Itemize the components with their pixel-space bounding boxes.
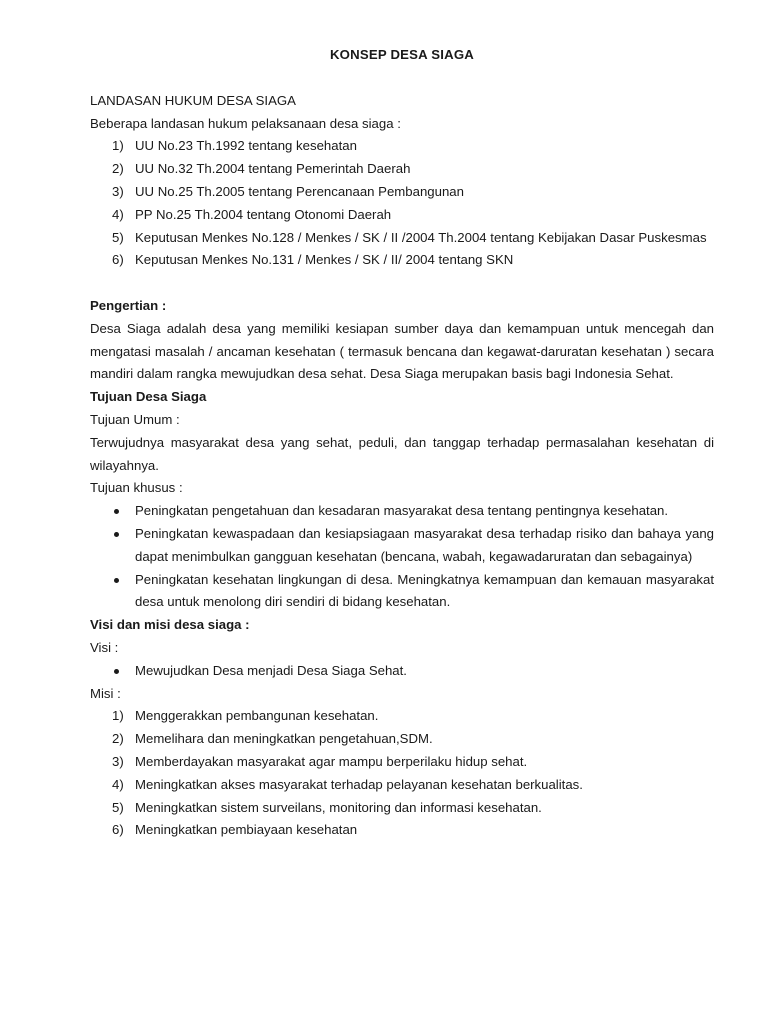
- misi-list: [90, 705, 714, 842]
- document-title: KONSEP DESA SIAGA: [329, 47, 475, 62]
- list-item: 3) UU No.25 Th.2005 tentang Perencanaan Pembangunan: [112, 183, 464, 199]
- list-item: 6) Meningkatkan pembiayaan kesehatan: [112, 822, 358, 838]
- bullet-icon: [114, 509, 119, 514]
- landasan-intro: Beberapa landasan hukum pelaksanaan desa siaga :: [90, 115, 401, 131]
- list-item: Mewujudkan Desa menjadi Desa Siaga Sehat.: [90, 660, 714, 683]
- list-item: Peningkatan pengetahuan dan kesadaran masyarakat desa tentang pentingnya kesehatan.: [90, 500, 714, 523]
- list-item: 4) PP No.25 Th.2004 tentang Otonomi Daerah: [112, 206, 392, 222]
- list-item: 6) Keputusan Menkes No.131 / Menkes / SK / II/ 2004 tentang SKN: [112, 252, 514, 268]
- list-item: Peningkatan kewaspadaan dan kesiapsiagaan masyarakat desa terhadap risiko dan bahaya yang dapat menimbulkan gangguan kesehatan (bencana, wabah, kegawadaruratan dan sebagainya): [90, 523, 714, 569]
- landasan-heading: LANDASAN HUKUM DESA SIAGA: [90, 92, 296, 108]
- list-item: 3) Memberdayakan masyarakat agar mampu berperilaku hidup sehat.: [112, 753, 528, 769]
- visimisi-heading: Visi dan misi desa siaga :: [90, 617, 250, 633]
- list-item: 5) Keputusan Menkes No.128 / Menkes / SK / II /2004 Th.2004 tentang Kebijakan Dasar Puskesmas: [112, 229, 707, 245]
- list-item: 5) Meningkatkan sistem surveilans, monitoring dan informasi kesehatan.: [112, 799, 542, 815]
- tujuan-heading: Tujuan Desa Siaga: [90, 389, 207, 405]
- list-item: 1) Menggerakkan pembangunan kesehatan.: [112, 708, 379, 724]
- list-item: 2) UU No.32 Th.2004 tentang Pemerintah Daerah: [112, 161, 411, 177]
- document-body: [90, 44, 714, 842]
- pengertian-heading: Pengertian :: [90, 297, 167, 313]
- visi-list: [90, 660, 714, 683]
- tujuan-khusus-label: Tujuan khusus :: [90, 480, 183, 496]
- tujuan-umum-text: Terwujudnya masyarakat desa yang sehat, peduli, dan tanggap terhadap permasalahan kesehatan di wilayahnya.: [90, 434, 714, 473]
- visi-label: Visi :: [90, 639, 119, 655]
- misi-label: Misi :: [90, 685, 121, 701]
- list-item: 4) Meningkatkan akses masyarakat terhadap pelayanan kesehatan berkualitas.: [112, 776, 583, 792]
- landasan-list: [90, 135, 714, 272]
- tujuan-umum-label: Tujuan Umum :: [90, 411, 180, 427]
- tujuan-khusus-list: [90, 500, 714, 614]
- bullet-icon: [114, 578, 119, 583]
- pengertian-text: Desa Siaga adalah desa yang memiliki kesiapan sumber daya dan kemampuan untuk mencegah dan mengatasi masalah / ancaman kesehatan ( termasuk bencana dan kegawat-daruratan kesehatan ) secara mandiri dalam rangka mewujudkan desa sehat. Desa Siaga merupakan basis bagi Indonesia Sehat.: [90, 320, 714, 382]
- bullet-icon: [114, 532, 119, 537]
- bullet-icon: [114, 669, 119, 674]
- list-item: Peningkatan kesehatan lingkungan di desa. Meningkatnya kemampuan dan kemauan masyarakat desa untuk menolong diri sendiri di bidang kesehatan.: [90, 569, 714, 615]
- list-item: 1) UU No.23 Th.1992 tentang kesehatan: [112, 138, 357, 154]
- list-item: 2) Memelihara dan meningkatkan pengetahuan,SDM.: [112, 731, 433, 747]
